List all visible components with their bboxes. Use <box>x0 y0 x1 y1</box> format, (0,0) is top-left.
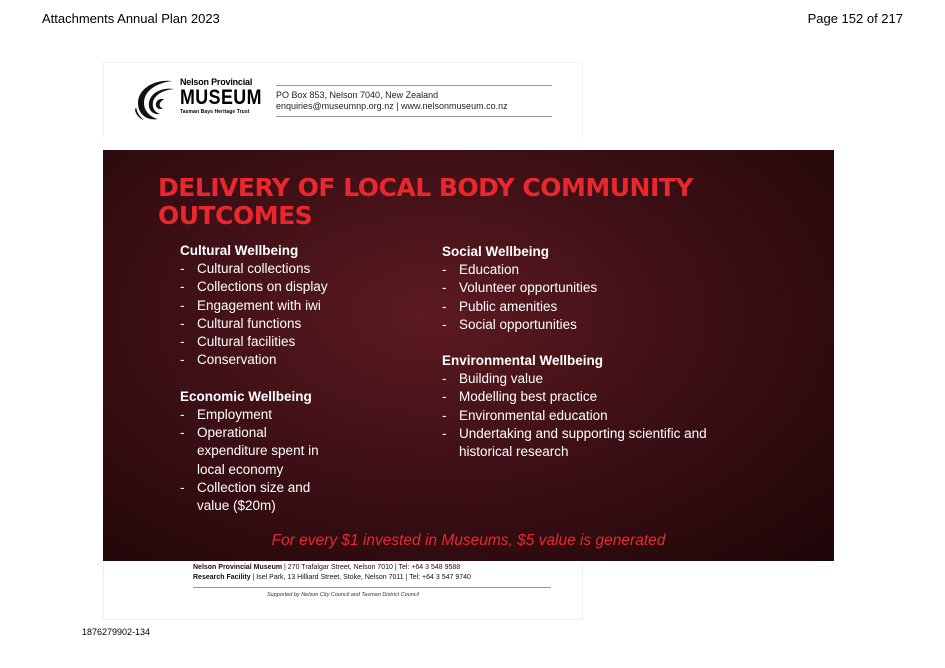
slide-title: DELIVERY OF LOCAL BODY COMMUNITY OUTCOMES <box>158 173 693 230</box>
divider <box>193 587 551 588</box>
divider <box>276 85 552 86</box>
list-item: - Engagement with iwi <box>180 297 420 315</box>
list-item: - Education <box>442 261 742 279</box>
economic-wellbeing-section <box>180 388 420 516</box>
list-item: - Collection size and value ($20m) <box>180 479 330 516</box>
logo-wordmark <box>180 77 260 116</box>
right-column <box>442 243 742 480</box>
list-item: - Environmental education <box>442 407 727 425</box>
letter-footer <box>103 561 583 620</box>
museum-details: | 270 Trafalgar Street, Nelson 7010 | Tel: +64 3 548 9588 <box>284 564 461 571</box>
list-item: - Cultural functions <box>180 315 420 333</box>
list-item: - Modelling best practice <box>442 388 727 406</box>
cultural-wellbeing-section <box>180 242 420 370</box>
list-item: - Undertaking and supporting scientific and historical research <box>442 425 727 462</box>
letterhead <box>103 62 583 137</box>
section-heading: Environmental Wellbeing <box>442 353 604 369</box>
museum-contact-line <box>193 563 471 573</box>
contact-details <box>193 563 471 583</box>
logo-line-1: Nelson Provincial <box>180 77 253 87</box>
slide <box>103 150 834 561</box>
address-line-2: enquiries@museumnp.org.nz | www.nelsonmuseum.co.nz <box>276 101 508 111</box>
list-item: - Cultural collections <box>180 260 420 278</box>
section-heading: Cultural Wellbeing <box>180 243 299 258</box>
facility-details: | Isel Park, 13 Hilliard Street, Stoke, Nelson 7011 | Tel: +64 3 547 9740 <box>252 574 471 581</box>
left-column <box>180 242 420 534</box>
facility-contact-line <box>193 573 471 583</box>
museum-logo-icon <box>134 77 178 123</box>
logo-line-2: MUSEUM <box>180 86 262 109</box>
slide-tagline: For every $1 invested in Museums, $5 value is generated <box>271 532 666 549</box>
document-id: 1876279902-134 <box>82 627 151 637</box>
list-item: - Building value <box>442 370 727 388</box>
section-heading: Economic Wellbeing <box>180 388 312 404</box>
document-title: Attachments Annual Plan 2023 <box>42 11 220 26</box>
list-item: - Collections on display <box>180 278 420 296</box>
list-item: - Cultural facilities <box>180 333 420 351</box>
postal-address <box>276 90 508 112</box>
page-number: Page 152 of 217 <box>807 11 903 26</box>
list-item: - Social opportunities <box>442 316 742 334</box>
address-line-1: PO Box 853, Nelson 7040, New Zealand <box>276 90 439 100</box>
list-item: - Employment <box>180 406 330 424</box>
list-item: - Public amenities <box>442 298 742 316</box>
logo-line-3: Tasman Bays Heritage Trust <box>180 109 250 115</box>
list-item: - Conservation <box>180 351 420 369</box>
list-item: - Volunteer opportunities <box>442 279 742 297</box>
social-wellbeing-section <box>442 243 742 334</box>
museum-name: Nelson Provincial Museum <box>193 564 283 571</box>
divider <box>276 116 552 117</box>
facility-name: Research Facility <box>193 574 251 581</box>
supported-by-note: Supported by Nelson City Council and Tasman District Council <box>266 592 420 598</box>
environmental-wellbeing-section <box>442 352 742 461</box>
list-item: - Operational expenditure spent in local economy <box>180 424 330 479</box>
section-heading: Social Wellbeing <box>442 244 550 259</box>
